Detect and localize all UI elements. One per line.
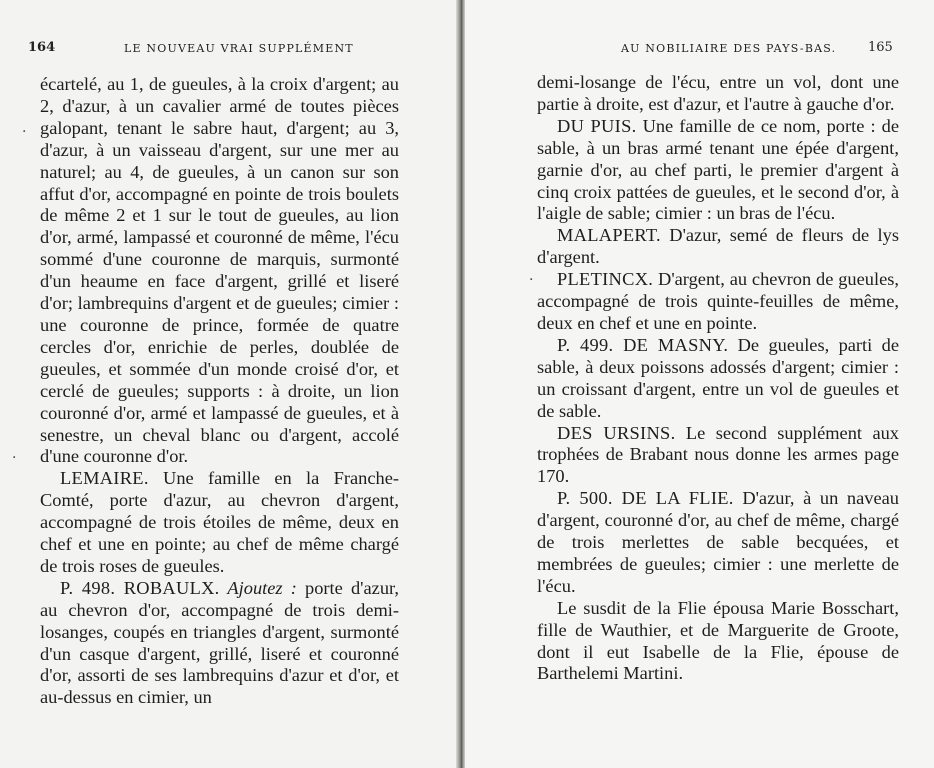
page-number: 164: [28, 40, 56, 55]
entry-name: P. 499. DE MASNY.: [557, 334, 729, 355]
paragraph: [537, 335, 899, 423]
paragraph: [537, 269, 899, 335]
paragraph-text: écartelé, au 1, de gueules, à la croix d'argent; au 2, d'azur, à un cavalier armé de toutes pièces galopant, tenant le sabre haut, d'argent; au 3, d'azur, à un vaisseau d'argent, sur une mer au naturel; au 4, de gueules, à un canon sur son affut d'or, accompagné en pointe de trois boulets de même 2 et 1 sur le tout de gueules, au lion d'or, armé, lampassé et couronné de même, l'écu sommé d'une couronne de marquis, surmonté d'un heaume en face d'argent, grillé et liseré d'or; lambrequins d'argent et de gueules; cimier : une couronne de prince, formée de quatre cercles d'or, enrichie de perles, doublée de gueules, et sommée d'un monde croisé d'or, et cerclé de gueules; supports : à droite, un lion couronné d'or, armé et lampassé de gueules, et à senestre, un cheval blanc ou d'argent, accolé d'une couronne d'or.: [40, 74, 399, 467]
paragraph-text: Une famille de ce nom, porte : de sable, à un bras armé tenant une épée d'argent, garnie d'or, au chef parti, le premier d'argent à cinq croix pattées de gueules, et le second d'or, à l'aigle de sable; cimier : un bras de l'écu.: [537, 115, 899, 224]
paragraph: [537, 598, 899, 686]
entry-name: PLETINCX.: [557, 269, 654, 290]
paragraph-text: Une famille en la Franche-Comté, porte d'azur, au chevron d'argent, accompagné de trois étoiles de même, deux en chef et une en pointe; au chef de même chargé de trois roses de gueules.: [40, 468, 399, 576]
paragraph-text: porte d'azur, au chevron d'or, accompagné de trois demi-losanges, coupés en triangles d'argent, surmonté d'un casque d'argent, grillé, liseré et couronné d'or, assorti de ses lambrequins d'azur et d'or, et au-dessus en cimier, un: [40, 577, 399, 708]
paragraph-text: D'azur, semé de fleurs de lys d'argent.: [537, 225, 899, 268]
left-page-text: [40, 74, 399, 709]
entry-name: P. 500. DE LA FLIE.: [557, 488, 734, 509]
left-page: [0, 0, 458, 768]
paragraph-text: De gueules, parti de sable, à deux poissons adossés d'argent; cimier : un croissant d'argent, entre un vol de gueules et de sable.: [537, 334, 899, 421]
margin-dot: ·: [22, 124, 27, 140]
entry-name: LEMAIRE.: [60, 468, 149, 489]
paragraph: [537, 116, 899, 226]
right-page-text: [537, 72, 899, 685]
entry-name: MALAPERT.: [557, 225, 661, 246]
right-page: [465, 0, 934, 768]
paragraph-text: D'argent, au chevron de gueules, accompagné de trois quinte-feuilles de même, deux en chef et une en pointe.: [537, 269, 899, 333]
paragraph: [537, 423, 899, 489]
paragraph: [537, 72, 899, 116]
entry-name: DU PUIS.: [557, 115, 637, 136]
page-number: 165: [868, 40, 893, 55]
paragraph-text: Le second supplément aux trophées de Brabant nous donne les armes page 170.: [537, 422, 899, 487]
running-head: LE NOUVEAU VRAI SUPPLÉMENT: [124, 42, 354, 55]
paragraph-text: Le susdit de la Flie épousa Marie Bosschart, fille de Wauthier, et de Marguerite de Groote, dont il eut Isabelle de la Flie, épouse de Barthelemi Martini.: [537, 597, 899, 684]
italic-note: Ajoutez :: [219, 577, 297, 598]
paragraph: [537, 488, 899, 598]
entry-name: P. 498. ROBAULX.: [60, 577, 220, 598]
paragraph: [40, 468, 399, 578]
paragraph-text: demi-losange de l'écu, entre un vol, dont une partie à droite, est d'azur, et l'autre à gauche d'or.: [537, 72, 899, 114]
running-head: AU NOBILIAIRE DES PAYS-BAS.: [621, 42, 837, 55]
paragraph: [40, 578, 399, 709]
entry-name: DES URSINS.: [557, 422, 676, 443]
paragraph-text: D'azur, à un naveau d'argent, couronné d'or, au chef de même, chargé de trois merlettes de sable becquées, et membrées de gueules; cimier : une merlette de l'écu.: [537, 488, 899, 596]
paragraph: [537, 225, 899, 269]
margin-dot: ·: [12, 450, 17, 466]
paragraph: [40, 74, 399, 468]
margin-dot: ·: [529, 272, 534, 288]
